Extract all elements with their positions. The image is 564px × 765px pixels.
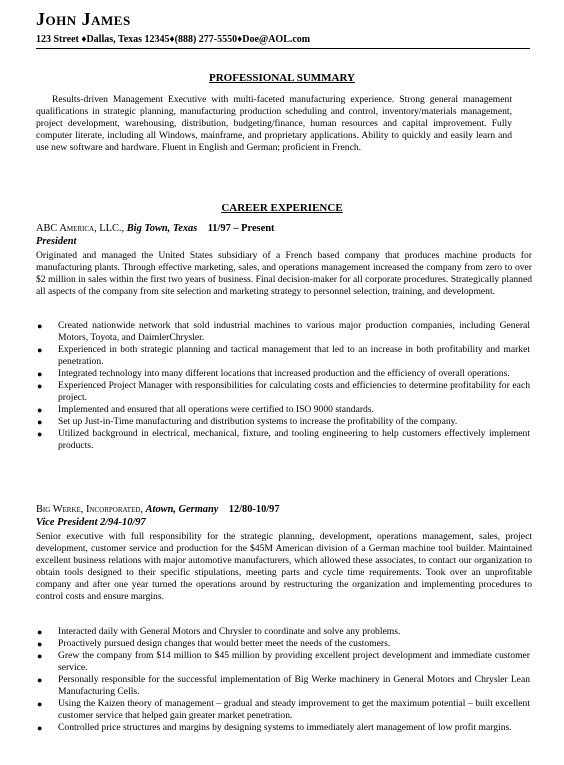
bullet-icon: ● (37, 627, 43, 637)
bullet-text: Interacted daily with General Motors and Chrysler to coordinate and solve any problems. (58, 626, 401, 637)
bullet-item (36, 626, 530, 638)
job-location: Big Town, Texas (126, 223, 198, 234)
job-description-1: Originated and managed the United States subsidiary of a French based company that produces machine products for manufacturing plants. Through effective marketing, sales, and operations management increased the company from zero to over $2 million in sales within the first two years of business. Final decision-maker for all corporate procedures. Strategically planned all aspects of the company from site selection and marketing strategy to personnel selection, training, and development. (36, 250, 532, 297)
bullet-item (36, 722, 530, 734)
bullet-text: Set up Just-in-Time manufacturing and distribution systems to increase the profitability of the company. (58, 416, 458, 427)
bullet-icon: ● (37, 381, 43, 391)
bullet-text: Proactively pursued design changes that would better meet the needs of the customers. (58, 638, 391, 649)
bullet-icon: ● (37, 699, 43, 709)
job-bullets-1 (36, 320, 530, 452)
bullet-item (36, 638, 530, 650)
bullet-item (36, 674, 530, 698)
bullet-icon: ● (37, 369, 43, 379)
bullet-text: Using the Kaizen theory of management – gradual and steady improvement to get the maximum potential – built excellent customer service that helped gain greater market penetration. (58, 698, 530, 721)
job-bullets-2 (36, 626, 530, 734)
job-header-1 (36, 223, 274, 248)
bullet-item (36, 320, 530, 344)
bullet-text: Experienced Project Manager with responsibilities for calculating costs and efficiencies to determine profitability for each project. (58, 380, 530, 403)
summary-paragraph: Results-driven Management Executive with multi-faceted manufacturing experience. Strong general management qualifications in strategic planning, manufacturing production scheduling and control, inventory/materials management, project development, warehousing, distribution, budgeting/finance, human resources and capital improvement. Fully computer literate, including all Windows, mainframe, and proprietary applications. Ability to quickly and easily learn and use new software and hardware. Fluent in English and German; proficient in French. (36, 94, 512, 153)
bullet-item (36, 416, 530, 428)
contact-line: 123 Street ♦Dallas, Texas 12345♦(888) 277-5550♦Doe@AOL.com (36, 33, 530, 49)
bullet-icon: ● (37, 651, 43, 661)
bullet-icon: ● (37, 429, 43, 439)
bullet-icon: ● (37, 321, 43, 331)
job-dates: 12/80-10/97 (228, 504, 280, 515)
bullet-item (36, 380, 530, 404)
bullet-text: Utilized background in electrical, mechanical, fixture, and tooling engineering to help customers effectively implement products. (58, 428, 530, 451)
bullet-text: Personally responsible for the successful implementation of Big Werke machinery in General Motors and Chrysler Lean Manufacturing Cells. (58, 674, 530, 697)
bullet-text: Implemented and ensured that all operations were certified to ISO 9000 standards. (58, 404, 374, 415)
job-header-2 (36, 504, 280, 529)
bullet-text: Grew the company from $14 million to $45 million by providing excellent project development and immediate customer service. (58, 650, 530, 673)
bullet-item (36, 344, 530, 368)
job-company: Big Werke, Incorporated, (36, 504, 144, 515)
summary-heading: PROFESSIONAL SUMMARY (209, 72, 355, 84)
bullet-item (36, 698, 530, 722)
bullet-icon: ● (37, 417, 43, 427)
bullet-item (36, 428, 530, 452)
job-title: Vice President 2/94-10/97 (36, 516, 146, 528)
job-dates: 11/97 – Present (207, 223, 275, 234)
bullet-text: Controlled price structures and margins by designing systems to immediately alert management of low profit margins. (58, 722, 512, 733)
bullet-icon: ● (37, 723, 43, 733)
bullet-icon: ● (37, 345, 43, 355)
job-company: ABC America, LLC., (36, 223, 125, 234)
bullet-item (36, 650, 530, 674)
bullet-icon: ● (37, 639, 43, 649)
bullet-icon: ● (37, 675, 43, 685)
bullet-text: Integrated technology into many different locations that increased production and the efficiency of overall operations. (58, 368, 510, 379)
bullet-item (36, 404, 530, 416)
bullet-text: Experienced in both strategic planning and tactical management that led to an increase in both profitability and market penetration. (58, 344, 530, 367)
candidate-name: John James (36, 9, 131, 29)
job-location: Atown, Germany (145, 504, 219, 515)
job-description-2: Senior executive with full responsibility for the strategic planning, development, operations management, sales, project development, customer service and production for the $45M American division of a German machine tool builder. Maintained excellent business relations with major automotive manufacturers, which allowed these associates, to contact our organization to obtain tools designed to their specific stipulations, meeting parts and cycle time requirements. Took over an unprofitable company and after one year turned the operations around by restructuring the organization and implementing procedures to control costs and ensure margins. (36, 531, 532, 602)
bullet-icon: ● (37, 405, 43, 415)
bullet-text: Created nationwide network that sold industrial machines to various major production companies, including General Motors, Toyota, and DaimlerChrysler. (58, 320, 530, 343)
experience-heading: CAREER EXPERIENCE (221, 202, 343, 214)
job-title: President (36, 235, 77, 247)
bullet-item (36, 368, 530, 380)
